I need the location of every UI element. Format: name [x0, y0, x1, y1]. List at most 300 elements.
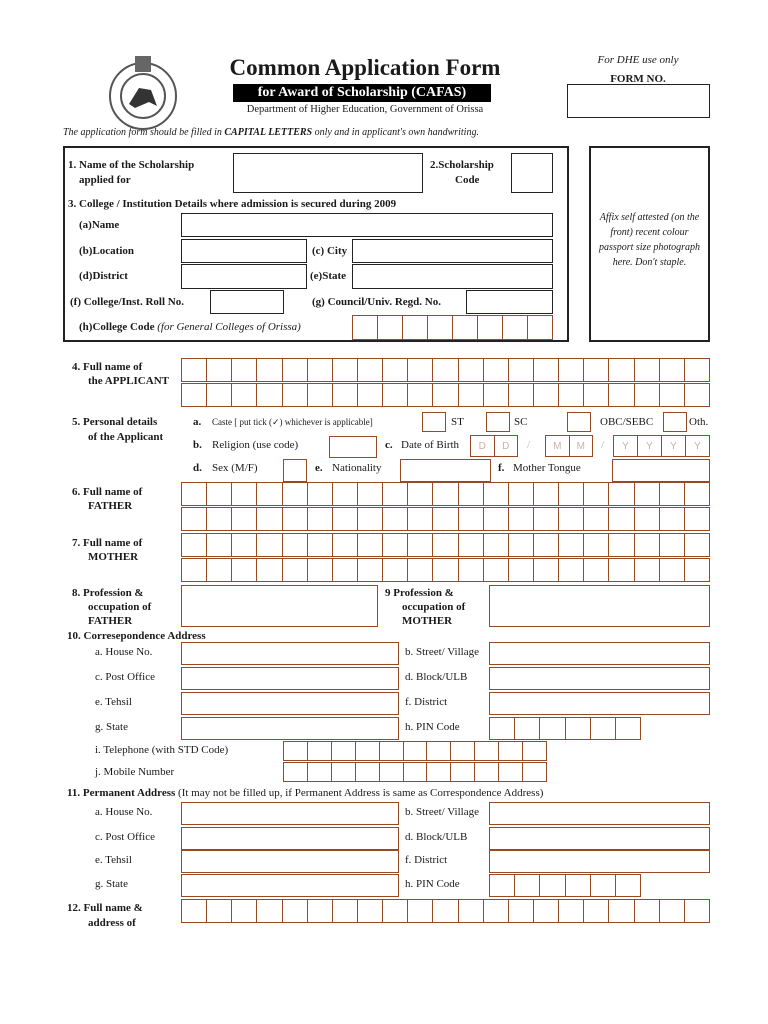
state-field[interactable]: [352, 264, 553, 289]
character-cell[interactable]: [566, 718, 591, 739]
character-cell[interactable]: [308, 763, 332, 781]
character-cell[interactable]: [490, 875, 515, 896]
character-cell[interactable]: [433, 900, 458, 922]
character-cell[interactable]: [591, 875, 616, 896]
father-profession-label-3: FATHER: [88, 615, 133, 627]
character-cell[interactable]: [427, 742, 451, 760]
applicant-name-label-2: the APPLICANT: [88, 375, 169, 387]
character-cell[interactable]: [566, 875, 591, 896]
character-cell[interactable]: [509, 534, 534, 556]
character-cell[interactable]: [534, 384, 559, 406]
city-label: (c) City: [312, 245, 348, 257]
scholarship-code-label: 2.Scholarship: [430, 159, 494, 171]
applicant-name-grid-row1[interactable]: [181, 358, 710, 382]
father-name-label: 6. Full name of: [72, 486, 143, 498]
nationality-field[interactable]: [400, 459, 491, 482]
character-cell[interactable]: [635, 900, 660, 922]
character-cell[interactable]: [383, 900, 408, 922]
character-cell[interactable]: [232, 534, 257, 556]
character-cell[interactable]: [333, 384, 358, 406]
character-cell[interactable]: [408, 559, 433, 581]
caste-sc-label: SC: [514, 416, 528, 428]
character-cell[interactable]: [408, 900, 433, 922]
character-cell[interactable]: [685, 483, 709, 505]
character-cell[interactable]: [478, 316, 503, 339]
character-cell[interactable]: [685, 534, 709, 556]
character-cell[interactable]: [283, 483, 308, 505]
character-cell[interactable]: [358, 359, 383, 381]
character-cell[interactable]: [484, 483, 509, 505]
character-cell[interactable]: [308, 508, 333, 530]
character-cell[interactable]: [609, 384, 634, 406]
character-cell[interactable]: [283, 359, 308, 381]
character-cell[interactable]: [283, 384, 308, 406]
character-cell[interactable]: [358, 900, 383, 922]
character-cell[interactable]: [427, 763, 451, 781]
mother-name-grid-row2[interactable]: [181, 558, 710, 582]
character-cell[interactable]: [308, 742, 332, 760]
q10-block-ulb-label: d. Block/ULB: [405, 671, 468, 683]
character-cell[interactable]: [308, 559, 333, 581]
character-cell[interactable]: [515, 875, 540, 896]
dob-letter: c.: [385, 439, 393, 451]
character-cell[interactable]: [584, 900, 609, 922]
character-cell[interactable]: [408, 359, 433, 381]
applicant-name-label: 4. Full name of: [72, 361, 143, 373]
character-cell[interactable]: [408, 483, 433, 505]
caste-obc-label: OBC/SEBC: [600, 416, 654, 428]
q10-block-ulb-field[interactable]: [489, 667, 710, 690]
q10-street-village-label: b. Street/ Village: [405, 646, 479, 658]
character-cell[interactable]: [635, 508, 660, 530]
character-cell[interactable]: [433, 384, 458, 406]
character-cell[interactable]: [484, 359, 509, 381]
q10-state-label: g. State: [95, 721, 128, 733]
character-cell[interactable]: [232, 384, 257, 406]
character-cell[interactable]: [685, 508, 709, 530]
character-cell[interactable]: [559, 900, 584, 922]
character-cell[interactable]: [660, 359, 685, 381]
character-cell[interactable]: [459, 900, 484, 922]
character-cell[interactable]: [635, 359, 660, 381]
character-cell[interactable]: [232, 559, 257, 581]
character-cell[interactable]: [428, 316, 453, 339]
sex-letter: d.: [193, 462, 202, 474]
character-cell[interactable]: [408, 534, 433, 556]
date-digit-cell[interactable]: D: [502, 440, 510, 452]
q11-street-village-label: b. Street/ Village: [405, 806, 479, 818]
character-cell[interactable]: [451, 763, 475, 781]
dhe-note: For DHE use only: [597, 54, 679, 66]
character-cell[interactable]: [308, 359, 333, 381]
form-title: Common Application Form: [229, 55, 501, 80]
college-name-field[interactable]: [181, 213, 553, 237]
character-cell[interactable]: [257, 359, 282, 381]
dob-label: Date of Birth: [401, 439, 460, 451]
character-cell[interactable]: [453, 316, 478, 339]
q12-grid[interactable]: [181, 899, 710, 923]
character-cell[interactable]: [182, 483, 207, 505]
character-cell[interactable]: [257, 900, 282, 922]
form-no-field[interactable]: [567, 84, 710, 118]
character-cell[interactable]: [356, 742, 380, 760]
character-cell[interactable]: [353, 316, 378, 339]
mother-tongue-label: Mother Tongue: [513, 462, 581, 474]
character-cell[interactable]: [523, 763, 546, 781]
instruction-text: The application form should be filled in CAPITAL LETTERS only and in applicant's own handwriting.: [63, 127, 479, 138]
scholarship-name-label: 1. Name of the Scholarship: [68, 159, 195, 171]
date-digit-cell[interactable]: Y: [614, 436, 638, 456]
scholarship-code-field[interactable]: [511, 153, 553, 193]
character-cell[interactable]: [182, 384, 207, 406]
character-cell[interactable]: [584, 508, 609, 530]
character-cell[interactable]: [182, 534, 207, 556]
q10-district-label: f. District: [405, 696, 448, 708]
character-cell[interactable]: [182, 900, 207, 922]
character-cell[interactable]: [635, 483, 660, 505]
q11-tehsil-field[interactable]: [181, 850, 399, 873]
character-cell[interactable]: [616, 875, 640, 896]
father-name-grid-row1[interactable]: [181, 482, 710, 506]
character-cell[interactable]: [499, 763, 523, 781]
character-cell[interactable]: [591, 718, 616, 739]
department-text: Department of Higher Education, Government of Orissa: [246, 104, 484, 115]
character-cell[interactable]: [284, 763, 308, 781]
character-cell[interactable]: [404, 742, 428, 760]
character-cell[interactable]: [433, 508, 458, 530]
q10-house-no-field[interactable]: [181, 642, 399, 665]
city-field[interactable]: [352, 239, 553, 263]
character-cell[interactable]: [308, 900, 333, 922]
character-cell[interactable]: [459, 508, 484, 530]
character-cell[interactable]: [408, 384, 433, 406]
photo-note: Affix self attested (on the front) recent colour passport size photograph here. Don't staple.: [598, 212, 701, 268]
q11-tehsil-label: e. Tehsil: [95, 854, 132, 866]
character-cell[interactable]: [509, 384, 534, 406]
nationality-letter: e.: [315, 462, 323, 474]
regd-no-field[interactable]: [466, 290, 553, 314]
character-cell[interactable]: [685, 359, 709, 381]
mother-name-grid-row1[interactable]: [181, 533, 710, 557]
character-cell[interactable]: [404, 763, 428, 781]
character-cell[interactable]: [383, 384, 408, 406]
character-cell[interactable]: [528, 316, 552, 339]
character-cell[interactable]: [635, 534, 660, 556]
character-cell[interactable]: [559, 483, 584, 505]
character-cell[interactable]: [559, 559, 584, 581]
character-cell[interactable]: [380, 763, 404, 781]
date-digit-cell[interactable]: Y: [694, 440, 701, 452]
date-digit-cell[interactable]: Y: [638, 436, 662, 456]
character-cell[interactable]: [559, 508, 584, 530]
mother-profession-field[interactable]: [489, 585, 710, 627]
character-cell[interactable]: [484, 384, 509, 406]
character-cell[interactable]: [509, 559, 534, 581]
character-cell[interactable]: [584, 384, 609, 406]
character-cell[interactable]: [383, 534, 408, 556]
character-cell[interactable]: [308, 384, 333, 406]
character-cell[interactable]: [484, 559, 509, 581]
character-cell[interactable]: [616, 718, 640, 739]
q10-district-field[interactable]: [489, 692, 710, 715]
dob-day-grid[interactable]: [470, 435, 518, 457]
character-cell[interactable]: [433, 483, 458, 505]
character-cell[interactable]: [484, 900, 509, 922]
character-cell[interactable]: [207, 900, 232, 922]
character-cell[interactable]: [257, 384, 282, 406]
character-cell[interactable]: [534, 559, 559, 581]
character-cell[interactable]: [609, 534, 634, 556]
mother-name-label-2: MOTHER: [88, 551, 139, 563]
character-cell[interactable]: [499, 742, 523, 760]
character-cell[interactable]: [333, 508, 358, 530]
character-cell[interactable]: [559, 534, 584, 556]
character-cell[interactable]: [308, 483, 333, 505]
character-cell[interactable]: [356, 763, 380, 781]
character-cell[interactable]: [333, 483, 358, 505]
character-cell[interactable]: [232, 900, 257, 922]
character-cell[interactable]: [475, 742, 499, 760]
q11-block-ulb-label: d. Block/ULB: [405, 831, 468, 843]
character-cell[interactable]: [232, 359, 257, 381]
district-field[interactable]: [181, 264, 307, 289]
character-cell[interactable]: [584, 483, 609, 505]
character-cell[interactable]: [484, 508, 509, 530]
caste-other-checkbox[interactable]: [663, 412, 687, 432]
character-cell[interactable]: [490, 718, 515, 739]
nationality-label: Nationality: [332, 462, 382, 474]
character-cell[interactable]: [515, 718, 540, 739]
character-cell[interactable]: [232, 508, 257, 530]
mobile-label: j. Mobile Number: [95, 766, 175, 778]
personal-details-label: 5. Personal details: [72, 416, 158, 428]
character-cell[interactable]: [459, 384, 484, 406]
character-cell[interactable]: [207, 359, 232, 381]
character-cell[interactable]: [660, 508, 685, 530]
character-cell[interactable]: [503, 316, 528, 339]
character-cell[interactable]: [660, 559, 685, 581]
mobile-grid[interactable]: [283, 762, 547, 782]
q10-tehsil-label: e. Tehsil: [95, 696, 132, 708]
character-cell[interactable]: [257, 534, 282, 556]
date-digit-cell[interactable]: M: [576, 440, 585, 452]
state-label: (e)State: [310, 270, 347, 282]
q10-tehsil-field[interactable]: [181, 692, 399, 715]
college-code-grid[interactable]: [352, 315, 553, 340]
character-cell[interactable]: [207, 559, 232, 581]
caste-letter: a.: [193, 416, 202, 428]
character-cell[interactable]: [333, 900, 358, 922]
character-cell[interactable]: [433, 534, 458, 556]
character-cell[interactable]: [383, 359, 408, 381]
scholarship-name-field[interactable]: [233, 153, 423, 193]
father-profession-label-2: occupation of: [88, 601, 152, 613]
character-cell[interactable]: [635, 559, 660, 581]
character-cell[interactable]: [660, 900, 685, 922]
tongue-letter: f.: [498, 462, 505, 474]
mother-profession-label: 9 Profession &: [385, 587, 454, 599]
date-digit-cell[interactable]: D: [471, 436, 495, 456]
caste-label: Caste [ put tick (✓) whichever is applicable]: [212, 417, 373, 427]
q11-house-no-field[interactable]: [181, 802, 399, 825]
character-cell[interactable]: [609, 508, 634, 530]
district-label: (d)District: [79, 270, 128, 282]
telephone-label: i. Telephone (with STD Code): [95, 744, 229, 756]
q10-pin-code-grid[interactable]: [489, 717, 641, 740]
mother-profession-label-3: MOTHER: [402, 615, 453, 627]
date-digit-cell[interactable]: M: [546, 436, 570, 456]
character-cell[interactable]: [540, 875, 565, 896]
character-cell[interactable]: [284, 742, 308, 760]
character-cell[interactable]: [308, 534, 333, 556]
character-cell[interactable]: [182, 508, 207, 530]
character-cell[interactable]: [207, 534, 232, 556]
character-cell[interactable]: [534, 359, 559, 381]
q11-post-office-field[interactable]: [181, 827, 399, 850]
religion-label: Religion (use code): [212, 439, 299, 451]
college-heading: 3. College / Institution Details where admission is secured during 2009: [68, 198, 397, 210]
character-cell[interactable]: [232, 483, 257, 505]
character-cell[interactable]: [207, 384, 232, 406]
character-cell[interactable]: [383, 508, 408, 530]
date-digit-cell[interactable]: Y: [662, 436, 686, 456]
character-cell[interactable]: [182, 559, 207, 581]
caste-sc-checkbox[interactable]: [486, 412, 510, 432]
character-cell[interactable]: [403, 316, 428, 339]
character-cell[interactable]: [534, 534, 559, 556]
q11-block-ulb-field[interactable]: [489, 827, 710, 850]
character-cell[interactable]: [475, 763, 499, 781]
character-cell[interactable]: [534, 508, 559, 530]
caste-obc-checkbox[interactable]: [567, 412, 591, 432]
character-cell[interactable]: [383, 559, 408, 581]
character-cell[interactable]: [660, 384, 685, 406]
q11-pin-code-grid[interactable]: [489, 874, 641, 897]
father-profession-label: 8. Profession &: [72, 587, 144, 599]
character-cell[interactable]: [283, 508, 308, 530]
q10-street-village-field[interactable]: [489, 642, 710, 665]
character-cell[interactable]: [609, 359, 634, 381]
character-cell[interactable]: [609, 559, 634, 581]
roll-no-field[interactable]: [210, 290, 284, 314]
character-cell[interactable]: [333, 559, 358, 581]
character-cell[interactable]: [358, 384, 383, 406]
character-cell[interactable]: [609, 900, 634, 922]
applicant-name-grid-row2[interactable]: [181, 383, 710, 407]
character-cell[interactable]: [459, 483, 484, 505]
character-cell[interactable]: [685, 559, 709, 581]
dob-month-grid[interactable]: [545, 435, 593, 457]
character-cell[interactable]: [332, 763, 356, 781]
sex-field[interactable]: [283, 459, 307, 482]
character-cell[interactable]: [433, 359, 458, 381]
q11-house-no-label: a. House No.: [95, 806, 153, 818]
q12-label: 12. Full name &: [67, 902, 143, 914]
character-cell[interactable]: [509, 508, 534, 530]
character-cell[interactable]: [484, 534, 509, 556]
father-name-grid-row2[interactable]: [181, 507, 710, 531]
caste-other-label: Oth.: [689, 416, 709, 428]
q10-post-office-field[interactable]: [181, 667, 399, 690]
character-cell[interactable]: [283, 534, 308, 556]
dob-year-grid[interactable]: [613, 435, 710, 457]
emblem-logo: [105, 54, 181, 132]
q11-street-village-field[interactable]: [489, 802, 710, 825]
character-cell[interactable]: [559, 359, 584, 381]
character-cell[interactable]: [523, 742, 546, 760]
character-cell[interactable]: [459, 359, 484, 381]
character-cell[interactable]: [685, 384, 709, 406]
character-cell[interactable]: [358, 559, 383, 581]
character-cell[interactable]: [378, 316, 403, 339]
character-cell[interactable]: [283, 900, 308, 922]
father-profession-field[interactable]: [181, 585, 378, 627]
character-cell[interactable]: [584, 359, 609, 381]
personal-details-label-2: of the Applicant: [88, 431, 164, 443]
telephone-grid[interactable]: [283, 741, 547, 761]
character-cell[interactable]: [333, 534, 358, 556]
character-cell[interactable]: [584, 534, 609, 556]
father-name-label-2: FATHER: [88, 500, 133, 512]
character-cell[interactable]: [509, 359, 534, 381]
character-cell[interactable]: [685, 900, 709, 922]
q11-district-field[interactable]: [489, 850, 710, 873]
character-cell[interactable]: [257, 508, 282, 530]
character-cell[interactable]: [383, 483, 408, 505]
character-cell[interactable]: [283, 559, 308, 581]
character-cell[interactable]: [459, 559, 484, 581]
caste-st-checkbox[interactable]: [422, 412, 446, 432]
character-cell[interactable]: [182, 359, 207, 381]
character-cell[interactable]: [333, 359, 358, 381]
character-cell[interactable]: [660, 483, 685, 505]
character-cell[interactable]: [408, 508, 433, 530]
character-cell[interactable]: [358, 483, 383, 505]
character-cell[interactable]: [358, 508, 383, 530]
character-cell[interactable]: [207, 483, 232, 505]
location-field[interactable]: [181, 239, 307, 263]
character-cell[interactable]: [207, 508, 232, 530]
college-name-label: (a)Name: [79, 219, 120, 231]
religion-field[interactable]: [329, 436, 377, 458]
q11-state-field[interactable]: [181, 874, 399, 897]
character-cell[interactable]: [380, 742, 404, 760]
character-cell[interactable]: [660, 534, 685, 556]
character-cell[interactable]: [433, 559, 458, 581]
character-cell[interactable]: [609, 483, 634, 505]
character-cell[interactable]: [257, 483, 282, 505]
character-cell[interactable]: [358, 534, 383, 556]
character-cell[interactable]: [509, 900, 534, 922]
character-cell[interactable]: [509, 483, 534, 505]
character-cell[interactable]: [451, 742, 475, 760]
character-cell[interactable]: [635, 384, 660, 406]
q10-state-field[interactable]: [181, 717, 399, 740]
character-cell[interactable]: [459, 534, 484, 556]
q10-pin-code-label: h. PIN Code: [405, 721, 460, 733]
dob-separator: /: [527, 439, 531, 451]
character-cell[interactable]: [332, 742, 356, 760]
mother-name-label: 7. Full name of: [72, 537, 143, 549]
mother-tongue-field[interactable]: [612, 459, 710, 482]
character-cell[interactable]: [534, 483, 559, 505]
q11-state-label: g. State: [95, 878, 128, 890]
character-cell[interactable]: [559, 384, 584, 406]
character-cell[interactable]: [584, 559, 609, 581]
character-cell[interactable]: [257, 559, 282, 581]
character-cell[interactable]: [540, 718, 565, 739]
character-cell[interactable]: [534, 900, 559, 922]
